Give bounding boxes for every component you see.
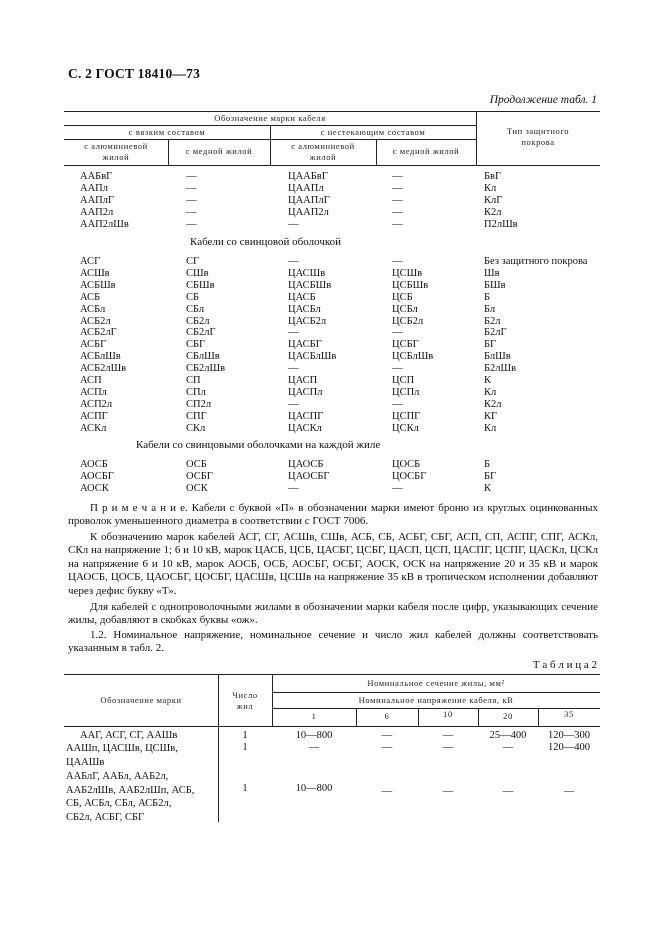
page-header: С. 2 ГОСТ 18410—73 [68,66,201,81]
t2-value: 10—800 [295,783,333,794]
cell: ЦСБШв [392,279,429,291]
cell: ААПлГ [80,194,115,206]
t2-cores: 1 [242,742,248,753]
cell: ЦОСБ [392,459,421,470]
cell: Б2лШв [484,363,517,375]
cell: — [288,218,299,230]
header-aluminum-core [64,141,168,163]
cell: ОСК [186,482,208,494]
cell: ЦАСП [288,375,318,387]
group3-col-al-nondrip [288,459,329,495]
header-cable-marking: Обозначение марки кабеля [214,113,326,123]
cell: АОСК [80,482,109,494]
table-2-caption: Т а б л и ц а 2 [532,659,597,671]
cell: ААП2л [80,206,114,218]
cell: АСШв [80,267,110,279]
group1-col-cu-nondrip [392,171,403,231]
t2-cores: 1 [242,783,248,794]
group1-col-cu-viscous [186,171,197,231]
cell: ЦСПл [392,386,420,398]
t2-voltage-20: 20 [503,711,513,721]
cell: БлШв [484,351,511,363]
group1-col-al-viscous [80,171,129,231]
header-viscous: с вязким составом [128,127,206,137]
header-line: жил [236,701,254,711]
cell: АОСБГ [80,470,114,482]
group2-col-cover-type [484,256,587,435]
header-line: жилой [309,152,337,162]
cell: ЦСБлШв [392,351,434,363]
t2-header-cores [218,690,272,712]
cell: СШв [186,267,209,279]
cell: СБ2лШв [186,363,226,375]
cell: Кл [484,422,497,434]
group3-col-cu-nondrip [392,459,426,495]
header-line: жилой [102,152,130,162]
cell: СБ [186,291,200,303]
cell: ЦАСПГ [288,410,324,422]
header-nondrip: с нестекающим составом [320,127,426,137]
header-copper-core: с медной жилой [185,146,253,156]
cell: ЦАСБШв [288,279,332,291]
cell: — [288,256,299,267]
cell: ОСБГ [186,470,213,482]
t2-value: — [381,742,393,753]
cell: К [484,482,492,494]
cell: АСБ2лШв [80,363,127,375]
t2-value: — [563,786,575,797]
t2-value: 10—800 [295,730,333,741]
header-line: с алюминиевой [291,141,355,151]
cell: СБГ [186,339,206,351]
cell: АСГ [80,256,101,267]
cell: — [186,194,197,206]
t2-value: — [442,730,454,741]
cell: Б [484,459,491,470]
cell: СБ2лГ [186,327,216,339]
note-paragraph: П р и м е ч а н и е. Кабели с буквой «П» в обозначении марки имеют броню из круглых оцинкованных проволок уменьшенного диаметра в соответствии с ГОСТ 7006. [68,502,598,528]
cell: — [392,482,403,494]
table-row [66,742,178,769]
section-lead-sheath-each-core: Кабели со свинцовыми оболочками на каждой жиле [136,439,381,451]
cell: Бл [484,303,496,315]
t2-value: — [381,786,393,797]
cell: АСБГ [80,339,107,351]
cell: АСПГ [80,410,108,422]
single-wire-paragraph: Для кабелей с однопроволочными жилами в обозначении марки кабеля после цифр, указывающих сечение жилы, добавляют в скобках буквы «ож». [68,601,598,627]
cell: ЦАСШв [288,267,326,279]
cell: — [392,363,403,375]
cell: БШв [484,279,506,291]
t2-marks: СБ2л, АСБГ, СБГ [66,811,145,823]
cell: ЦАСБ2л [288,315,327,327]
group3-col-cover-type [484,459,496,495]
t2-value: 120—300 [548,730,590,741]
cell: СП2л [186,398,212,410]
cell: К2л [484,206,502,218]
t2-marks: ААБлГ, ААБл, ААБ2л, [66,771,169,782]
header-line: Тип защитного [506,126,570,136]
cell: ЦАСБл [288,303,321,315]
cell: СП [186,375,201,387]
cell: ААБвГ [80,171,113,182]
group1-col-cover-type [484,171,518,231]
cell: ЦАОСБГ [288,470,330,482]
cell: АСБШв [80,279,116,291]
header-aluminum-core-2 [270,141,376,163]
cell: СКл [186,422,206,434]
cell: СБл [186,303,205,315]
cell: ЦАСБлШв [288,351,337,363]
cell: — [392,206,403,218]
cell: — [186,171,197,182]
cell: — [288,398,299,410]
cell: АСБ2лГ [80,327,117,339]
group2-col-cu-viscous [186,256,225,435]
cell: ЦААП2л [288,206,329,218]
cell: — [392,398,403,410]
cell: АСП2л [80,398,113,410]
cell: СПГ [186,410,207,422]
cell: АСБ [80,291,101,303]
cell: СБШв [186,279,215,291]
header-protective-cover [476,126,600,148]
t2-marks: ААБ2лШв, ААБ2лШп, АСБ, [66,784,195,796]
t2-voltage-1: 1 [311,711,317,721]
cell: — [288,482,299,494]
cell: АСПл [80,386,107,398]
t2-value: — [381,730,393,741]
group2-col-al-viscous [80,256,126,435]
cell: ЦАСБГ [288,339,322,351]
header-line: Число [232,690,258,700]
header-copper-core-2: с медной жилой [392,146,460,156]
cell: — [186,206,197,218]
t2-value: — [308,742,320,753]
cell: ЦАСПл [288,386,323,398]
cell: — [186,218,197,230]
cell: ЦААБвГ [288,171,328,182]
cell: ЦААПлГ [288,194,330,206]
section-lead-sheath: Кабели со свинцовой оболочкой [190,236,342,248]
cell: Б2л [484,315,501,327]
cell: П2лШв [484,218,518,230]
cell: — [392,327,403,339]
cell: Кл [484,386,497,398]
cell: БГ [484,339,497,351]
cell: КлГ [484,194,503,206]
cell: СПл [186,386,206,398]
cell: ЦСБ [392,291,413,303]
cell: — [392,218,403,230]
header-line: покрова [521,137,555,147]
t2-value: — [442,742,454,753]
cell: ЦСПГ [392,410,421,422]
cell: ЦСБГ [392,339,419,351]
cell: АОСБ [80,459,108,470]
header-line: с алюминиевой [84,141,148,151]
table-row [80,730,177,741]
cell: СБлШв [186,351,220,363]
cell: ЦАОСБ [288,459,324,470]
t2-cores: 1 [242,730,248,741]
table-row [66,770,194,824]
t2-marks: СБ, АСБл, СБл, АСБ2л, [66,798,172,809]
t2-voltage-10: 10 [443,709,453,719]
cell: БГ [484,470,497,482]
t2-value: — [442,786,454,797]
cell: — [288,363,299,375]
cell: ЦСКл [392,422,419,434]
cell: — [392,256,403,267]
cell: К [484,375,492,387]
t2-value: — [502,786,514,797]
cell: АСКл [80,422,107,434]
tropical-paragraph: К обозначению марок кабелей АСГ, СГ, АСШв, СШв, АСБ, СБ, АСБГ, СБГ, АСП, СП, АСПГ, СПГ, АСКл, СКл на напряжение 1; 6 и 10 кВ, марок ЦАСБ, ЦСБ, ЦАСБГ, ЦСБГ, ЦАСП, ЦСП, ЦАСПГ, ЦСПГ, ЦАСКл, ЦСКл на напряжение 6 и 10 кВ, марок АОСБ, ОСБ, АОСБГ, ОСБГ, АОСК, ОСК на напряжение 20 и 35 кВ и марок ЦАОСБ, ЦОСБ, ЦАОСБГ, ЦОСБГ, ЦАСШв, ЦСШв на напряжение 35 кВ в тропическом исполнении добавляют через дефис букву «Т». [68,531,598,597]
cell: Шв [484,267,500,279]
t2-header-section: Номинальное сечение жилы, мм² [367,678,505,688]
t2-marks: ААГ, АСГ, СГ, ААШв [80,730,178,741]
cell: ЦСП [392,375,415,387]
cell: АСБлШв [80,351,121,363]
cell: ЦААПл [288,182,324,194]
group3-col-al-viscous [80,459,114,495]
t2-marks: ЦААШв [66,756,105,768]
cell: — [392,171,403,182]
cell: ЦАСКл [288,422,322,434]
cell: АСП [80,375,102,387]
cell: СБ2л [186,315,210,327]
cell: ЦСБ2л [392,315,424,327]
group2-col-cu-nondrip [392,256,433,435]
cell: — [392,182,403,194]
cell: ААПл [80,182,108,194]
group2-col-al-nondrip [288,256,336,435]
cell: ЦАСБ [288,291,316,303]
cell: Кл [484,182,497,194]
cell: БвГ [484,171,502,182]
section-1-2-paragraph: 1.2. Номинальное напряжение, номинальное сечение и число жил кабелей должны соответствовать указанным в табл. 2. [68,629,598,655]
cell: АСБ2л [80,315,111,327]
cell: ОСБ [186,459,207,470]
cell: — [288,327,299,339]
cell: КГ [484,410,498,422]
t2-voltage-6: 6 [384,711,390,721]
t2-marks: ААШп, ЦАСШв, ЦСШв, [66,743,178,754]
group3-col-cu-viscous [186,459,213,495]
t2-header-voltage: Номинальное напряжение кабеля, кВ [358,695,514,705]
cell: ЦСШв [392,267,423,279]
cell: Б [484,291,491,303]
cell: ЦСБл [392,303,418,315]
table-continuation-label: Продолжение табл. 1 [489,94,597,106]
t2-value: 120—400 [548,742,590,753]
cell: Б2лГ [484,327,507,339]
t2-header-marking: Обозначение марки [100,695,182,705]
cell: К2л [484,398,502,410]
cell: — [392,194,403,206]
cell: АСБл [80,303,106,315]
cell: — [186,182,197,194]
cell: Без защитного покрова [484,256,588,267]
t2-voltage-35: 35 [564,709,574,719]
cell: СГ [186,256,200,267]
t2-value: — [502,742,514,753]
cell: ЦОСБГ [392,470,427,482]
cell: ААП2лШв [80,218,129,230]
t2-value: 25—400 [489,730,527,741]
group1-col-al-nondrip [288,171,330,231]
